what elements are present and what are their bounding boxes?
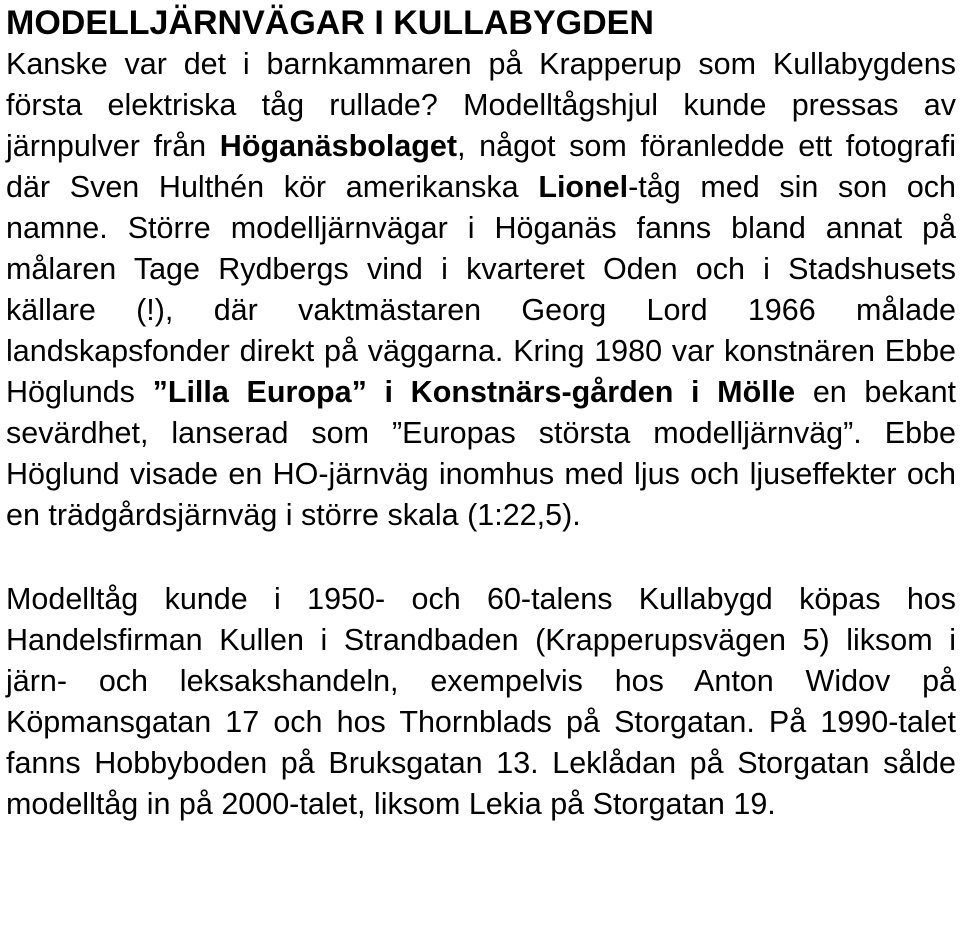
document-title: MODELLJÄRNVÄGAR I KULLABYGDEN — [6, 4, 654, 42]
paragraph-1 — [6, 44, 956, 536]
paragraph-1-text-2: , något som föranledde ett fotografi där Sven Hulthén kör amerikanska — [6, 129, 956, 204]
bold-hoganasbolaget: Höganäsbolaget — [219, 129, 458, 163]
paragraph-1-text-3: -tåg med sin son och namne. Större modelljärnvägar i Höganäs fanns bland annat på målaren Tage Rydbergs vind i kvarteret Oden och i Stadshusets källare (!), där vaktmästaren Georg Lord 1966 målade landskapsfonder direkt på väggarna. Kring 1980 var konstnären Ebbe Höglunds — [6, 170, 956, 409]
paragraph-2: Modelltåg kunde i 1950- och 60-talens Kullabygd köpas hos Handelsfirman Kullen i Strandbaden (Krapperupsvägen 5) liksom i järn- och leksakshandeln, exempelvis hos Anton Widov på Köpmansgatan 17 och hos Thornblads på Storgatan. På 1990-talet fanns Hobbyboden på Bruksgatan 13. Leklådan på Storgatan sålde modelltåg in på 2000-talet, liksom Lekia på Storgatan 19. — [6, 582, 956, 821]
bold-lilla-europa: ”Lilla Europa” i Konstnärs-gården i Mölle — [152, 375, 796, 409]
bold-lionel: Lionel — [538, 170, 629, 204]
paragraph-1-text-4: en bekant sevärdhet, lanserad som ”Europas största modelljärnväg”. Ebbe Höglund visade en HO-järnväg inomhus med ljus och ljuseffekter och en trädgårdsjärnväg i större skala (1:22,5). — [6, 375, 957, 532]
paragraph-1-text-1: Kanske var det i barnkammaren på Krapperup som Kullabygdens första elektriska tåg rullade? Modelltågshjul kunde pressas av järnpulver från — [6, 47, 956, 163]
